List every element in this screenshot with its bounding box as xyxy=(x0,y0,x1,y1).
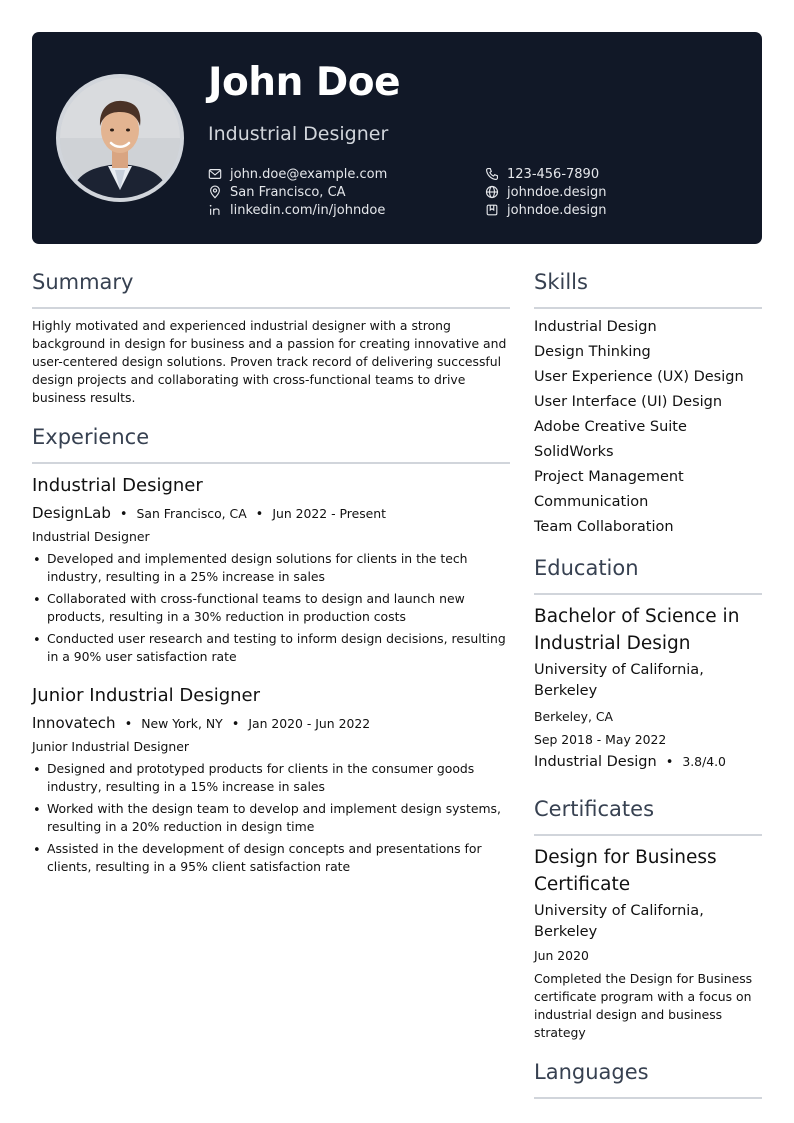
skills-divider xyxy=(534,307,762,309)
summary-text: Highly motivated and experienced industrial designer with a strong background in design for business and a passion for creating innovative and user-centered design solutions. Proven track record of delivering successful design projects and collaborating with cross-functional teams to drive business results. xyxy=(32,318,507,405)
candidate-headline: Industrial Designer xyxy=(208,123,389,145)
job-dates: Jun 2022 - Present xyxy=(272,506,387,521)
skills-list xyxy=(534,316,744,541)
contact-linkedin-text: linkedin.com/in/johndoe xyxy=(230,202,386,218)
list-item: • Conducted user research and testing to inform design decisions, resulting in a 90% user satisfaction rate xyxy=(32,630,514,666)
skill-item: Design Thinking xyxy=(534,344,651,360)
contact-phone-text: 123-456-7890 xyxy=(507,166,600,182)
separator-dot: • xyxy=(231,717,240,732)
education-location: Berkeley, CA xyxy=(534,709,613,724)
summary-divider xyxy=(32,307,510,309)
skills-heading: Skills xyxy=(534,270,588,294)
job-meta xyxy=(32,714,370,732)
job-location: New York, NY xyxy=(141,716,223,731)
education-divider xyxy=(534,593,762,595)
separator-dot: • xyxy=(119,507,128,522)
summary-heading: Summary xyxy=(32,270,134,294)
mail-icon xyxy=(208,167,222,181)
linkedin-icon xyxy=(208,203,222,217)
contact-portfolio-text: johndoe.design xyxy=(507,202,607,218)
profile-photo-icon xyxy=(60,78,180,198)
education-heading: Education xyxy=(534,556,639,580)
job-company: DesignLab xyxy=(32,504,111,522)
education-degree: Bachelor of Science in Industrial Design xyxy=(534,606,740,654)
globe-icon xyxy=(485,185,499,199)
certificate-description: Completed the Design for Business certificate program with a focus on industrial design and business strategy xyxy=(534,971,753,1040)
list-item: • Developed and implemented design solutions for clients in the tech industry, resulting in a 25% increase in sales xyxy=(32,550,514,586)
list-item: • Designed and prototyped products for clients in the consumer goods industry, resulting in a 15% increase in sales xyxy=(32,760,514,796)
portfolio-icon xyxy=(485,203,499,217)
education-gpa: 3.8/4.0 xyxy=(682,754,726,769)
experience-heading: Experience xyxy=(32,425,150,449)
phone-icon xyxy=(485,167,499,181)
skill-item: User Experience (UX) Design xyxy=(534,369,744,385)
job-meta xyxy=(32,504,386,522)
job-company: Innovatech xyxy=(32,714,116,732)
job-title: Industrial Designer xyxy=(32,475,203,496)
education-field-row xyxy=(534,754,726,770)
contact-email[interactable] xyxy=(208,165,387,183)
skill-item: Project Management xyxy=(534,469,684,485)
separator-dot: • xyxy=(665,755,674,770)
resume-header xyxy=(32,32,762,244)
certificate-name: Design for Business Certificate xyxy=(534,847,717,895)
skill-item: User Interface (UI) Design xyxy=(534,394,723,410)
job-location: San Francisco, CA xyxy=(136,506,247,521)
skill-item: SolidWorks xyxy=(534,444,614,460)
list-item: • Worked with the design team to develop and implement design systems, resulting in a 20% reduction in design time xyxy=(32,800,514,836)
separator-dot: • xyxy=(255,507,264,522)
avatar xyxy=(56,74,184,202)
job-bullets xyxy=(32,550,514,670)
languages-divider xyxy=(534,1097,762,1099)
contact-linkedin[interactable] xyxy=(208,201,385,219)
map-pin-icon xyxy=(208,185,222,199)
certificates-heading: Certificates xyxy=(534,797,655,821)
certificates-divider xyxy=(534,834,762,836)
skill-item: Industrial Design xyxy=(534,319,657,335)
job-bullets xyxy=(32,760,514,880)
job-dates: Jan 2020 - Jun 2022 xyxy=(248,716,371,731)
separator-dot: • xyxy=(124,717,133,732)
languages-heading: Languages xyxy=(534,1060,649,1084)
certificate-date: Jun 2020 xyxy=(534,948,589,963)
experience-divider xyxy=(32,462,510,464)
contact-email-text: john.doe@example.com xyxy=(230,166,388,182)
skill-item: Team Collaboration xyxy=(534,519,674,535)
list-item: • Assisted in the development of design concepts and presentations for clients, resulting in a 95% client satisfaction rate xyxy=(32,840,514,876)
education-school: University of California, Berkeley xyxy=(534,662,704,699)
skill-item: Communication xyxy=(534,494,649,510)
candidate-name: John Doe xyxy=(208,60,401,105)
contact-location-text: San Francisco, CA xyxy=(230,184,346,200)
skill-item: Adobe Creative Suite xyxy=(534,419,687,435)
education-field: Industrial Design xyxy=(534,754,657,770)
job-title: Junior Industrial Designer xyxy=(32,685,261,706)
contact-location xyxy=(208,183,346,201)
job-role: Junior Industrial Designer xyxy=(32,739,189,754)
education-dates: Sep 2018 - May 2022 xyxy=(534,732,667,747)
job-role: Industrial Designer xyxy=(32,529,150,544)
contact-website[interactable] xyxy=(485,183,607,201)
list-item: • Collaborated with cross-functional teams to design and launch new products, resulting in a 30% reduction in production costs xyxy=(32,590,514,626)
contact-website-text: johndoe.design xyxy=(507,184,607,200)
contact-phone[interactable] xyxy=(485,165,599,183)
certificate-issuer: University of California, Berkeley xyxy=(534,903,704,940)
contact-portfolio[interactable] xyxy=(485,201,607,219)
